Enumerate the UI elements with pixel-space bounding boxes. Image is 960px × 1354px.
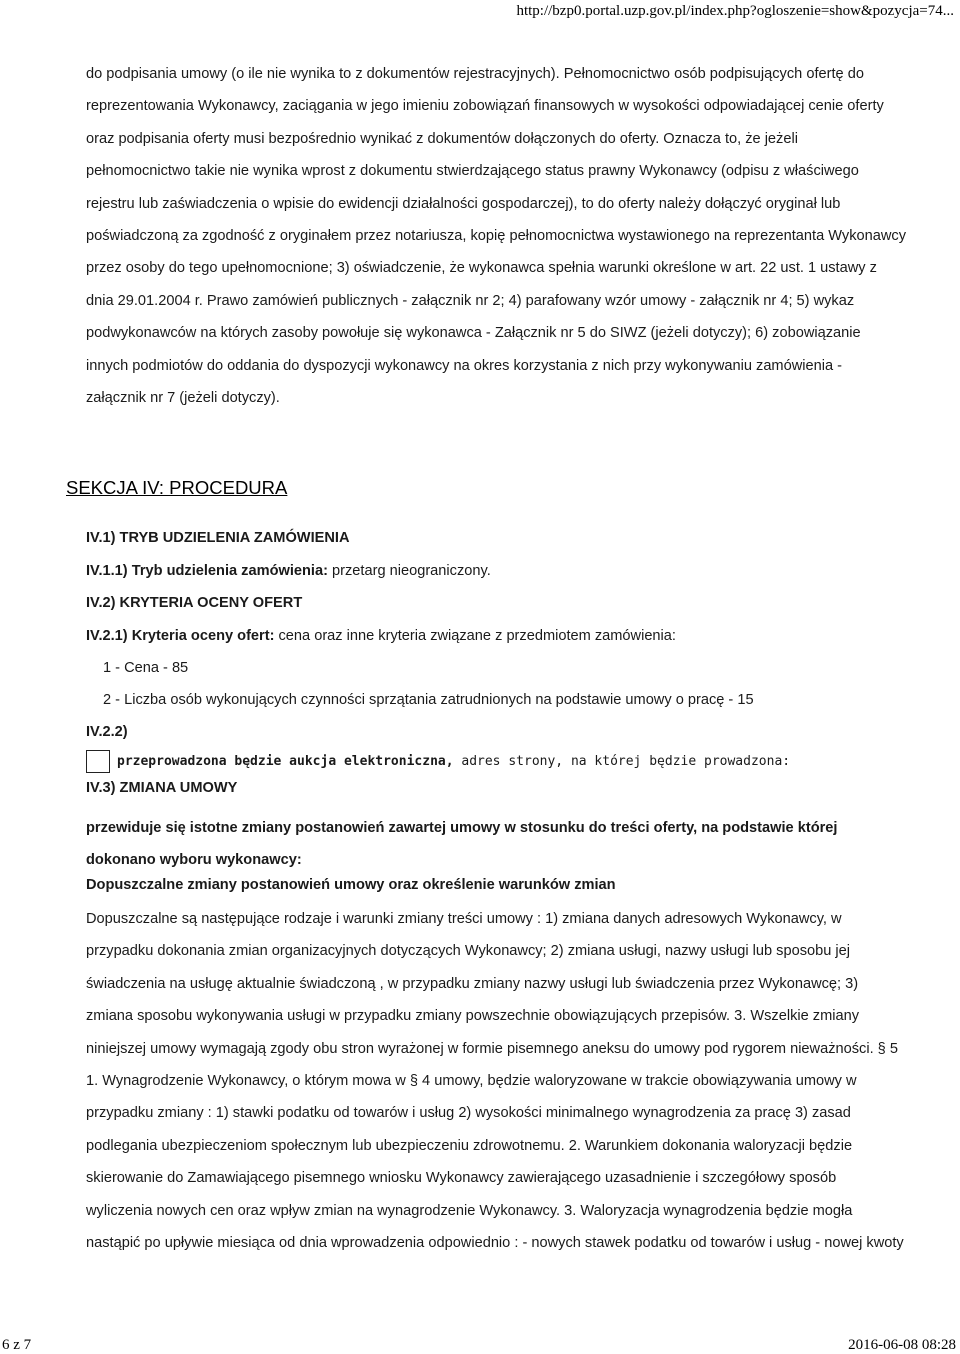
page-header-url: http://bzp0.portal.uzp.gov.pl/index.php?ogloszenie=show&pozycja=74... <box>516 3 954 19</box>
iv21-label: IV.2.1) Kryteria oceny ofert: <box>86 628 275 644</box>
iv11-row <box>86 563 491 579</box>
iv21-value: cena oraz inne kryteria związane z przedmiotem zamówienia: <box>274 628 676 644</box>
auction-checkbox[interactable] <box>86 750 110 773</box>
auction-label-rest: adres strony, na której będzie prowadzona: <box>453 754 791 769</box>
iv3-heading: IV.3) ZMIANA UMOWY <box>86 780 238 796</box>
changes-heading: przewiduje się istotne zmiany postanowień zawartej umowy w stosunku do treści oferty, na podstawie której dokonano wyboru wykonawcy: <box>86 820 838 869</box>
allowed-changes-text: Dopuszczalne są następujące rodzaje i warunki zmiany treści umowy : 1) zmiana danych adresowych Wykonawcy, w przypadku dokonania zmian organizacyjnych dotyczących Wykonawcy; 2) zmiana usługi, nazwy usługi lub sposobu jej świadczenia na usługę aktualnie świadczoną , w przypadku zmiany nazwy usługi lub świadczenia przez Wykonawcę; 3) zmiana sposobu wykonywania usługi w przypadku zmiany powszechnie obowiązujących przepisów. 3. Wszelkie zmiany niniejszej umowy wymagają zgody obu stron wyrażonej w formie pisemnego aneksu do umowy pod rygorem nieważności. § 5 1. Wynagrodzenie Wykonawcy, o którym mowa w § 4 umowy, będzie waloryzowane w trakcie obowiązywania umowy w przypadku zmiany : 1) stawki podatku od towarów i usług 2) wysokości minimalnego wynagrodzenia za pracę 3) zasad podlegania ubezpieczeniom społecznym lub ubezpieczeniu zdrowotnemu. 2. Warunkiem dokonania waloryzacji będzie skierowanie do Zamawiającego pisemnego wniosku Wykonawcy zawierającego uzasadnienie i szczegółowy sposób wyliczenia nowych cen oraz wpływ zmian na wynagrodzenie Wykonawcy. 3. Waloryzacja wynagrodzenia będzie mogła nastąpić po upływie miesiąca od dnia wprowadzenia odpowiednio : - nowych stawek podatku od towarów i usług - nowej kwoty <box>86 911 904 1252</box>
criterion-item: 2 - Liczba osób wykonujących czynności sprzątania zatrudnionych na podstawie umowy o pracę - 15 <box>103 692 754 708</box>
page-number: 6 z 7 <box>2 1337 32 1353</box>
auction-label-bold: przeprowadzona będzie aukcja elektroniczna, <box>117 754 454 769</box>
section-title: SEKCJA IV: PROCEDURA <box>66 477 288 498</box>
iv11-value: przetarg nieograniczony. <box>327 563 491 579</box>
iv2-heading: IV.2) KRYTERIA OCENY OFERT <box>86 595 303 611</box>
criterion-item: 1 - Cena - 85 <box>103 660 189 676</box>
print-datetime: 2016-06-08 08:28 <box>848 1337 956 1353</box>
iv22-label: IV.2.2) <box>86 724 128 740</box>
auction-row <box>86 750 790 773</box>
allowed-changes-heading: Dopuszczalne zmiany postanowień umowy oraz określenie warunków zmian <box>86 877 616 893</box>
iv1-heading: IV.1) TRYB UDZIELENIA ZAMÓWIENIA <box>86 530 350 546</box>
intro-paragraph: do podpisania umowy (o ile nie wynika to z dokumentów rejestracyjnych). Pełnomocnictwo osób podpisujących ofertę do reprezentowania Wykonawcy, zaciągania w jego imieniu zobowiązań finansowych w wysokości odpowiadającej cenie oferty oraz podpisania oferty musi bezpośrednio wynikać z dokumentów dołączonych do oferty. Oznacza to, że jeżeli pełnomocnictwo takie nie wynika wprost z dokumentu stwierdzającego status prawny Wykonawcy (odpisu z właściwego rejestru lub zaświadczenia o wpisie do ewidencji działalności gospodarczej), to do oferty należy dołączyć oryginał lub poświadczoną za zgodność z oryginałem przez notariusza, kopię pełnomocnictwa wystawionego na reprezentanta Wykonawcy przez osoby do tego upełnomocnione; 3) oświadczenie, że wykonawca spełnia warunki określone w art. 22 ust. 1 ustawy z dnia 29.01.2004 r. Prawo zamówień publicznych - załącznik nr 2; 4) parafowany wzór umowy - załącznik nr 4; 5) wykaz podwykonawców na których zasoby powołuje się wykonawca - Załącznik nr 5 do SIWZ (jeżeli dotyczy); 6) zobowiązanie innych podmiotów do oddania do dyspozycji wykonawcy na okres korzystania z nich przy wykonywaniu zamówienia - załącznik nr 7 (jeżeli dotyczy). <box>86 66 906 407</box>
iv11-label: IV.1.1) Tryb udzielenia zamówienia: <box>86 563 328 579</box>
iv21-row <box>86 628 676 644</box>
